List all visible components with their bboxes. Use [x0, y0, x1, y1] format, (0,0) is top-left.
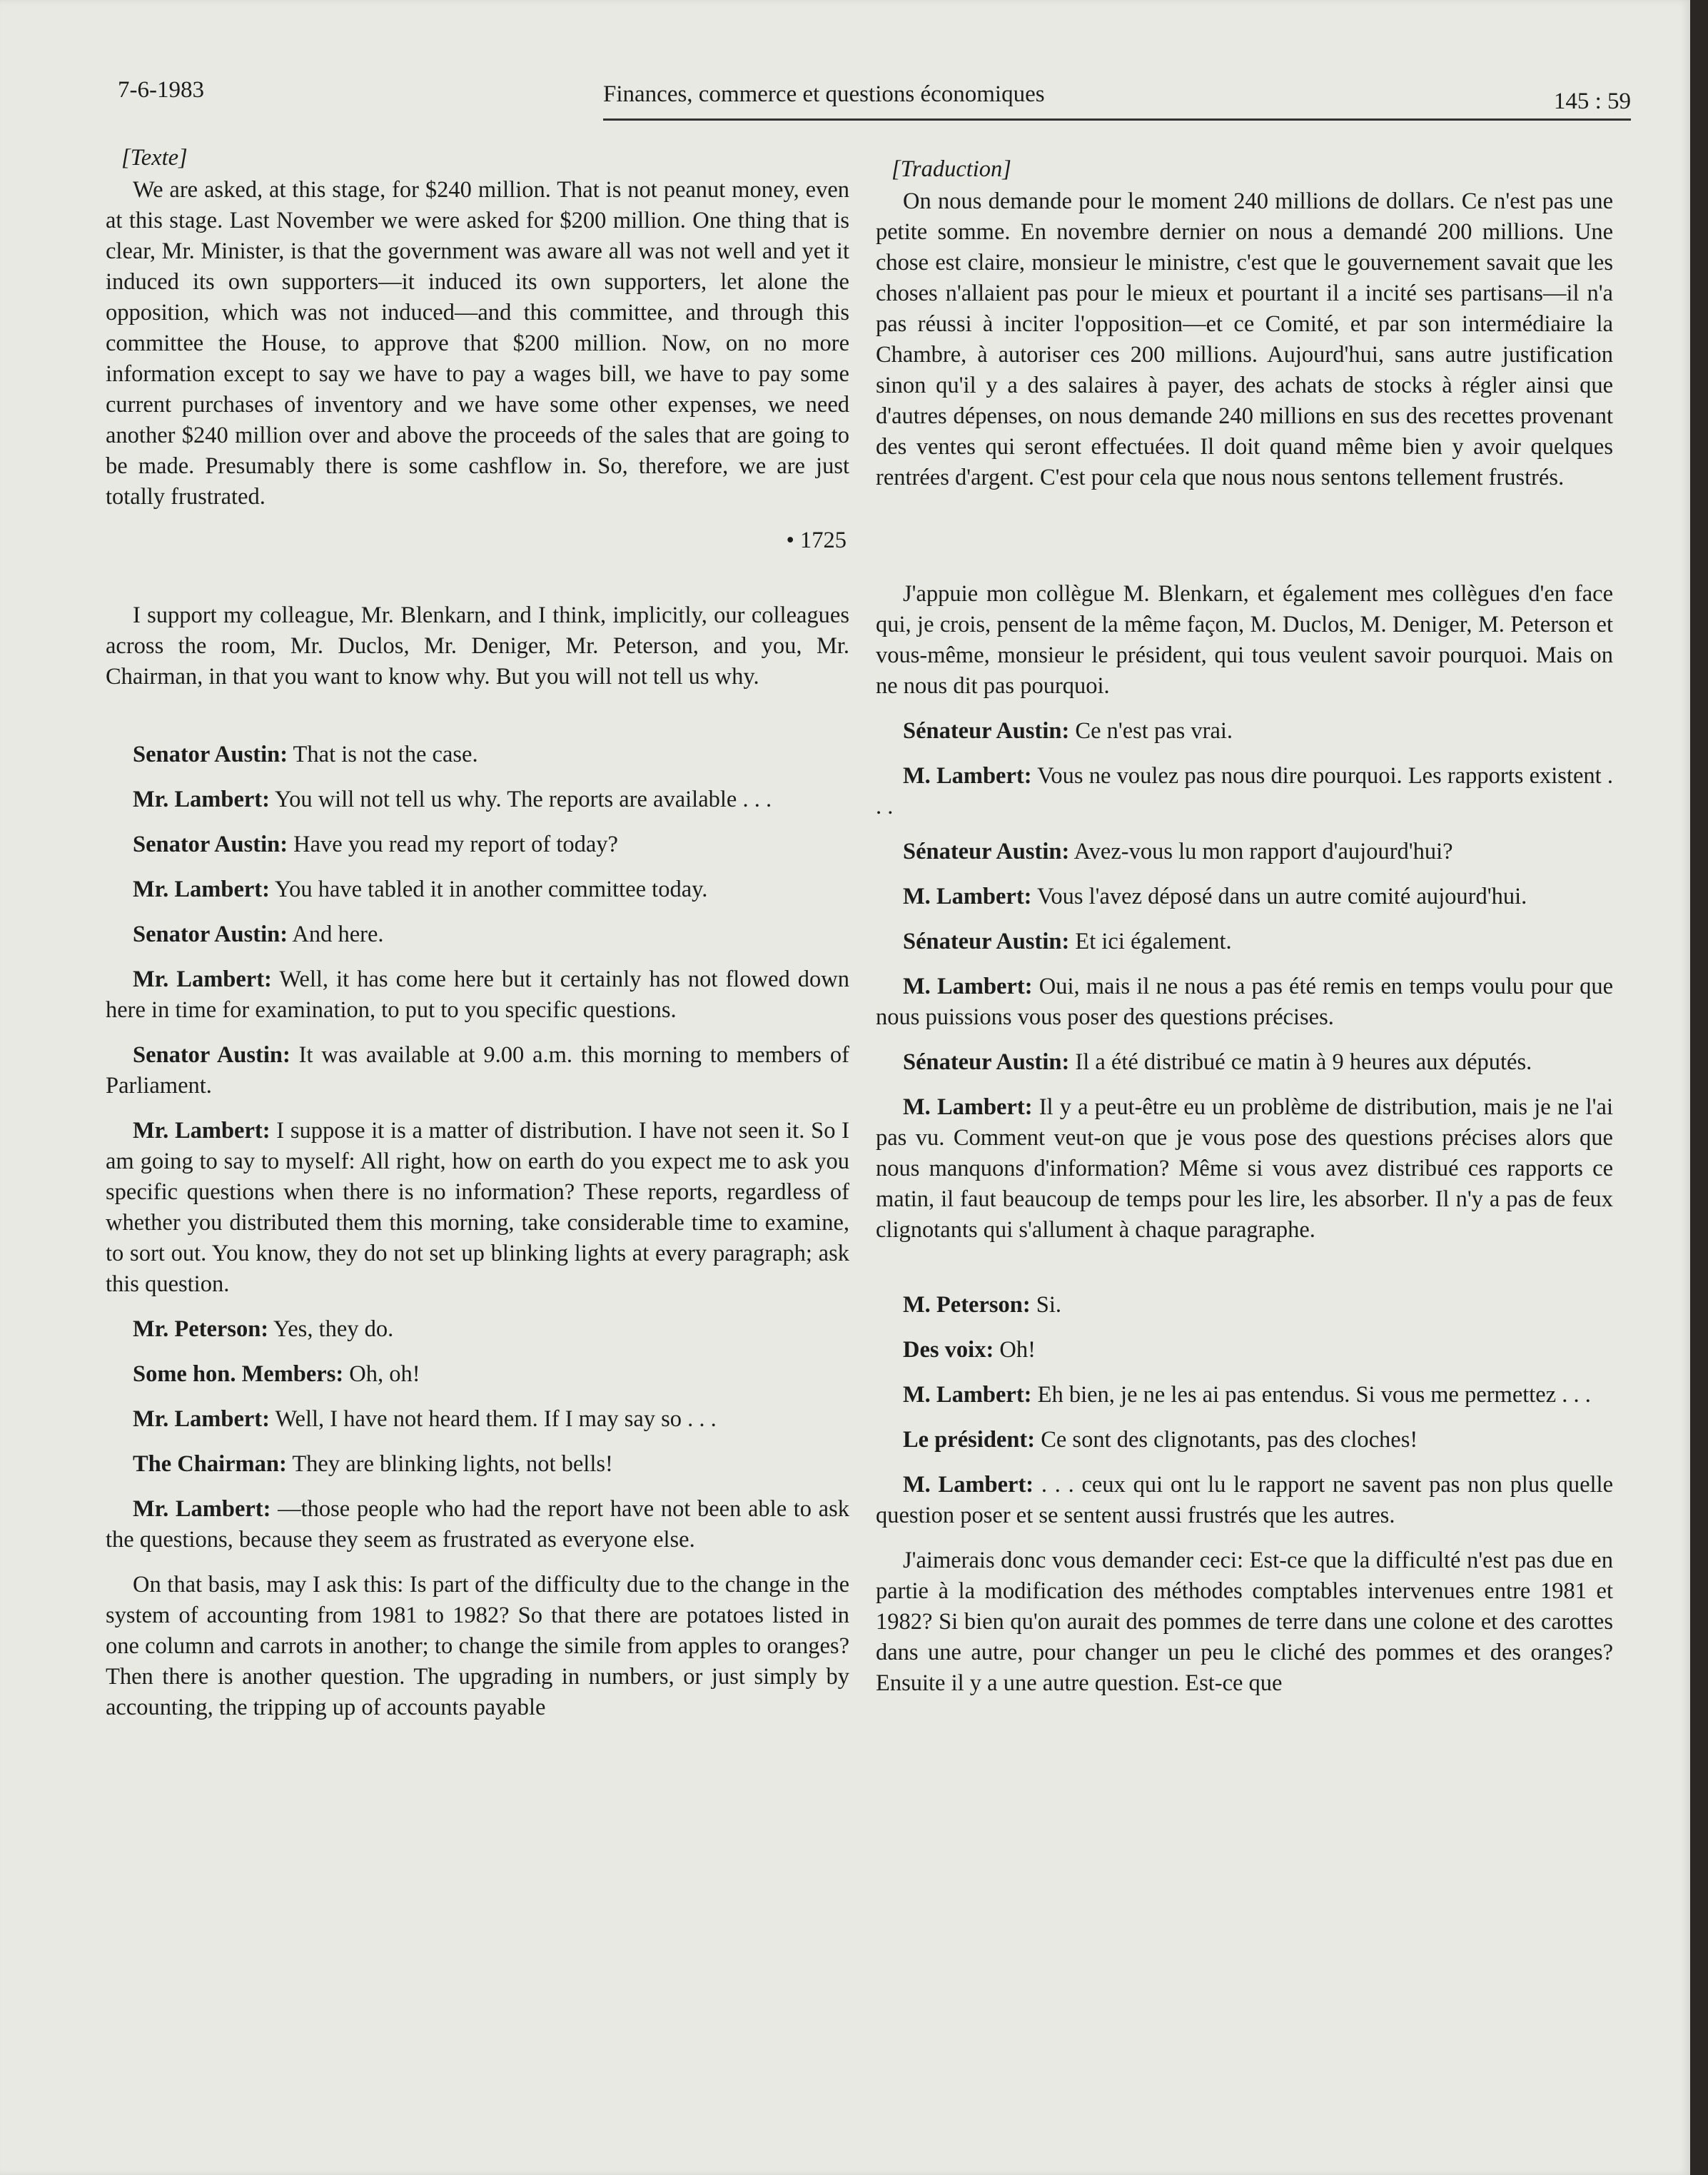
- exchange: [106, 740, 849, 770]
- speech-text: Si.: [1030, 1292, 1062, 1318]
- english-paragraph-2: I support my colleague, Mr. Blenkarn, and I think, implicitly, our colleagues across the room, Mr. Duclos, Mr. Deniger, Mr. Peterson, and you, Mr. Chairman, in that you want to know why. But you will not tell us why.: [106, 602, 849, 690]
- speaker-name: M. Lambert:: [903, 884, 1032, 909]
- french-paragraph-3: J'aimerais donc vous demander ceci: Est-ce que la difficulté n'est pas due en partie à la modification des méthodes comptables intervenues entre 1981 et 1982? Si bien qu'on aurait des pommes de terre dans une colone et des carottes dans une autre, pour changer un peu le cliché des pommes et des oranges? Ensuite il y a une autre question. Est-ce que: [876, 1548, 1613, 1696]
- exchange: [876, 1290, 1613, 1321]
- exchange: [106, 874, 849, 905]
- speech-text: Well, it has come here but it certainly has not flowed down here in time for examination, to put to you specific questions.: [106, 967, 849, 1023]
- speaker-name: Senator Austin:: [133, 742, 288, 767]
- speaker-name: Senator Austin:: [133, 832, 288, 857]
- speech-text: Ce sont des clignotants, pas des cloches!: [1035, 1427, 1418, 1453]
- speaker-name: Senator Austin:: [133, 922, 288, 947]
- exchange: [876, 927, 1613, 957]
- speaker-name: Sénateur Austin:: [903, 929, 1070, 954]
- english-paragraph-1: We are asked, at this stage, for $240 million. That is not peanut money, even at this stage. Last November we were asked for $200 million. One thing that is clear, Mr. Minister, is that the government was aware all was not well and yet it induced its own supporters—it induced its own supporters, let alone the opposition, which was not induced—and this committee, and through this committee the House, to approve that $200 million. Now, on no more information except to say we have to pay a wages bill, we have to pay some current purchases of inventory and we have some other expenses, we need another $240 million over and above the proceeds of the sales that are going to be made. Presumably there is some cashflow in. So, therefore, we are just totally frustrated.: [106, 177, 849, 510]
- exchange: [106, 1494, 849, 1555]
- exchange: [876, 1470, 1613, 1531]
- speech-text: Il a été distribué ce matin à 9 heures aux députés.: [1069, 1049, 1532, 1075]
- speaker-name: M. Lambert:: [903, 1472, 1034, 1498]
- speech-text: That is not the case.: [288, 742, 478, 767]
- speech-text: . . . ceux qui ont lu le rapport ne savent pas non plus quelle question poser et se sentent aussi frustrés que les autres.: [876, 1472, 1614, 1528]
- exchange: [106, 1404, 849, 1435]
- speaker-name: Senator Austin:: [133, 1042, 290, 1068]
- speech-text: Vous ne voulez pas nous dire pourquoi. Les rapports existent . . .: [876, 763, 1613, 819]
- exchange: [876, 1380, 1613, 1411]
- speaker-name: Le président:: [903, 1427, 1036, 1453]
- header-date: 7-6-1983: [118, 77, 204, 103]
- exchange: [876, 882, 1613, 912]
- exchange: [876, 1335, 1613, 1366]
- speech-text: They are blinking lights, not bells!: [286, 1451, 613, 1477]
- speech-text: You have tabled it in another committee today.: [269, 877, 708, 902]
- column-label-texte: [Texte]: [121, 145, 188, 171]
- exchange: [106, 919, 849, 950]
- exchange: [106, 964, 849, 1026]
- column-label-traduction: [Traduction]: [891, 156, 1011, 182]
- french-column: [876, 154, 1613, 1699]
- speaker-name: Des voix:: [903, 1337, 994, 1363]
- exchange: [876, 761, 1613, 822]
- speaker-name: Mr. Lambert:: [133, 787, 270, 812]
- speech-text: Eh bien, je ne les ai pas entendus. Si vous me permettez . . .: [1031, 1382, 1591, 1408]
- exchange: [106, 1359, 849, 1390]
- speaker-name: Some hon. Members:: [133, 1361, 344, 1387]
- exchange: [106, 1449, 849, 1480]
- speaker-name: M. Lambert:: [903, 1382, 1032, 1408]
- english-column: [106, 143, 849, 1723]
- exchange: [876, 837, 1613, 867]
- french-paragraph-1: On nous demande pour le moment 240 millions de dollars. Ce n'est pas une petite somme. En novembre dernier on nous a demandé 200 millions. Une chose est claire, monsieur le ministre, c'est que le gouvernement savait que les choses n'allaient pas pour le mieux et pourtant il a incité ses partisans—il n'a pas réussi à inciter l'opposition—et ce Comité, et par son intermédiaire la Chambre, à autoriser ces 200 millions. Aujourd'hui, sans autre justification sinon qu'il y a des salaires à payer, des achats de stocks à régler ainsi que d'autres dépenses, on nous demande 240 millions en sus des recettes provenant des ventes qui seront effectuées. Il doit quand même bien y avoir quelques rentrées d'argent. C'est pour cela que nous nous sentons tellement frustrés.: [876, 188, 1613, 490]
- speaker-name: M. Lambert:: [903, 763, 1032, 789]
- speech-text: You will not tell us why. The reports are available . . .: [269, 787, 772, 812]
- speaker-name: Mr. Lambert:: [133, 1406, 270, 1432]
- header-rule: [603, 118, 1631, 121]
- exchange: [106, 784, 849, 815]
- speaker-name: Mr. Peterson:: [133, 1316, 269, 1342]
- exchange: [106, 1314, 849, 1345]
- english-paragraph-3: On that basis, may I ask this: Is part of the difficulty due to the change in the system of accounting from 1981 to 1982? So that there are potatoes listed in one column and carrots in another; to change the simile from apples to oranges? Then there is another question. The upgrading in numbers, or just simply by accounting, the tripping up of accounts payable: [106, 1572, 849, 1720]
- speaker-name: Mr. Lambert:: [133, 1496, 271, 1522]
- exchange: [106, 1040, 849, 1101]
- speech-text: Ce n'est pas vrai.: [1069, 718, 1233, 744]
- speech-text: Oui, mais il ne nous a pas été remis en temps voulu pour que nous puissions vous poser des questions précises.: [876, 974, 1613, 1030]
- speech-text: Vous l'avez déposé dans un autre comité aujourd'hui.: [1031, 884, 1527, 909]
- speech-text: Oh!: [994, 1337, 1036, 1363]
- speaker-name: M. Lambert:: [903, 974, 1033, 999]
- exchange: [876, 1047, 1613, 1078]
- speaker-name: Sénateur Austin:: [903, 1049, 1070, 1075]
- speech-text: Yes, they do.: [268, 1316, 394, 1342]
- speech-text: It was available at 9.00 a.m. this morning to members of Parliament.: [106, 1042, 850, 1099]
- speech-text: Et ici également.: [1069, 929, 1232, 954]
- exchange: [876, 716, 1613, 747]
- speaker-name: M. Peterson:: [903, 1292, 1031, 1318]
- speech-text: Avez-vous lu mon rapport d'aujourd'hui?: [1069, 839, 1453, 864]
- speaker-name: Sénateur Austin:: [903, 718, 1070, 744]
- page-header: [118, 77, 1631, 120]
- speech-text: Well, I have not heard them. If I may say so . . .: [269, 1406, 717, 1432]
- speech-text: —those people who had the report have not been able to ask the questions, because they seem as frustrated as everyone else.: [106, 1496, 849, 1553]
- time-marker: • 1725: [786, 528, 847, 553]
- speaker-name: The Chairman:: [133, 1451, 287, 1477]
- exchange: [876, 1092, 1613, 1246]
- speaker-name: M. Lambert:: [903, 1094, 1033, 1120]
- header-title: Finances, commerce et questions économiques: [603, 81, 1045, 107]
- speech-text: And here.: [288, 922, 384, 947]
- header-page-number: 145 : 59: [1553, 89, 1631, 114]
- speaker-name: Mr. Lambert:: [133, 967, 272, 992]
- speech-text: Oh, oh!: [343, 1361, 420, 1387]
- speech-text: Il y a peut-être eu un problème de distribution, mais je ne l'ai pas vu. Comment veut-on que je vous pose des questions précises alors que nous manquons d'information? Même si vous avez distribué ces rapports ce matin, il faut beaucoup de temps pour les lire, les absorber. Il n'y a pas de feux clignotants qui s'allument à chaque paragraphe.: [876, 1094, 1613, 1243]
- speech-text: Have you read my report of today?: [288, 832, 618, 857]
- exchange: [106, 1116, 849, 1300]
- speaker-name: Mr. Lambert:: [133, 877, 270, 902]
- exchange: [106, 829, 849, 860]
- french-paragraph-2: J'appuie mon collègue M. Blenkarn, et également mes collègues d'en face qui, je crois, pensent de la même façon, M. Duclos, M. Deniger, M. Peterson et vous-même, monsieur le président, qui tous veulent savoir pourquoi. Mais on ne nous dit pas pourquoi.: [876, 581, 1613, 699]
- speaker-name: Mr. Lambert:: [133, 1118, 271, 1144]
- speaker-name: Sénateur Austin:: [903, 839, 1070, 864]
- speech-text: I suppose it is a matter of distribution. I have not seen it. So I am going to say to myself: All right, how on earth do you expect me to ask you specific questions when there is no information? These reports, regardless of whether you distributed them this morning, take considerable time to examine, to sort out. You know, they do not set up blinking lights at every paragraph; ask this question.: [106, 1118, 849, 1297]
- exchange: [876, 1425, 1613, 1455]
- exchange: [876, 972, 1613, 1033]
